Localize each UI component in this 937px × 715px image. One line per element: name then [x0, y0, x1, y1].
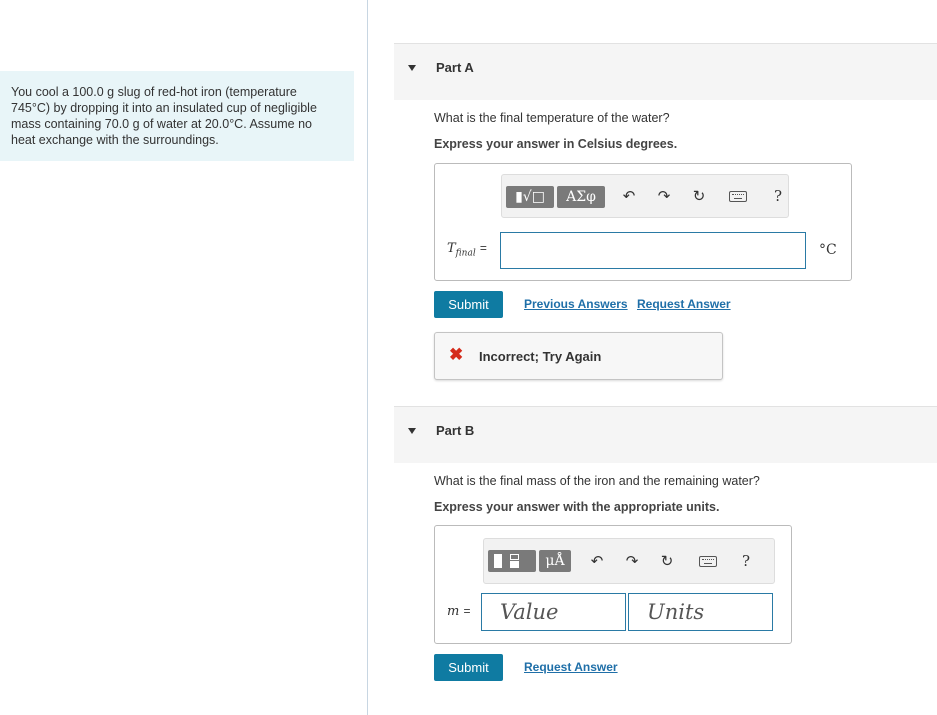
- incorrect-icon: ✖: [449, 345, 464, 364]
- t-final-input[interactable]: [500, 232, 806, 269]
- problem-line: mass containing 70.0 g of water at 20.0°C. Assume no: [11, 117, 313, 131]
- fraction-template-button[interactable]: [488, 550, 536, 572]
- reset-icon[interactable]: ↻: [660, 553, 674, 570]
- part-a-request-answer-link[interactable]: Request Answer: [637, 297, 731, 311]
- t-final-label: [447, 241, 487, 259]
- variable-name: m: [447, 604, 460, 619]
- unit-label: °C: [819, 242, 837, 258]
- template-box-icon: [510, 561, 519, 568]
- greek-symbols-button[interactable]: ΑΣφ: [557, 186, 605, 208]
- redo-icon[interactable]: ↷: [625, 553, 639, 570]
- keyboard-icon[interactable]: [729, 191, 747, 202]
- problem-line: heat exchange with the surroundings.: [11, 133, 219, 147]
- help-button[interactable]: ?: [774, 187, 783, 205]
- collapse-triangle-icon[interactable]: [408, 428, 416, 434]
- part-b-request-answer-link[interactable]: Request Answer: [524, 660, 618, 674]
- previous-answers-link[interactable]: Previous Answers: [524, 297, 628, 311]
- undo-icon[interactable]: ↶: [590, 553, 604, 570]
- part-b-header[interactable]: [394, 406, 937, 463]
- left-column: [0, 0, 368, 715]
- part-a-title: Part A: [436, 60, 474, 75]
- part-b-instruction: Express your answer with the appropriate units.: [434, 500, 720, 514]
- reset-icon[interactable]: ↻: [692, 188, 706, 205]
- value-input[interactable]: Value: [481, 593, 626, 631]
- variable-subscript: final: [455, 248, 476, 259]
- part-b-answer-box: [434, 525, 792, 644]
- keyboard-icon[interactable]: [699, 556, 717, 567]
- problem-line: You cool a 100.0 g slug of red-hot iron (temperature: [11, 85, 297, 99]
- part-b-title: Part B: [436, 423, 475, 438]
- part-a-answer-box: [434, 163, 852, 281]
- part-a-instruction: Express your answer in Celsius degrees.: [434, 137, 678, 151]
- problem-line: 745°C) by dropping it into an insulated cup of negligible: [11, 101, 317, 115]
- problem-statement: [0, 71, 354, 161]
- template-box-icon: [510, 554, 519, 560]
- equals-sign: =: [463, 604, 471, 618]
- help-button[interactable]: ?: [742, 552, 751, 570]
- part-a-question: What is the final temperature of the water?: [434, 111, 670, 125]
- part-b-toolbar: [483, 538, 775, 584]
- collapse-triangle-icon[interactable]: [408, 65, 416, 71]
- units-input[interactable]: Units: [628, 593, 773, 631]
- feedback-panel: [434, 332, 723, 380]
- redo-icon[interactable]: ↷: [657, 188, 671, 205]
- units-button[interactable]: μÅ: [539, 550, 571, 572]
- part-b-submit-button[interactable]: Submit: [434, 654, 503, 681]
- feedback-message: Incorrect; Try Again: [479, 349, 602, 364]
- template-button[interactable]: ▮√□: [506, 186, 554, 208]
- part-a-toolbar: [501, 174, 789, 218]
- part-b-question: What is the final mass of the iron and the remaining water?: [434, 474, 760, 488]
- variable-name: T: [447, 241, 456, 256]
- mass-label: [447, 604, 470, 619]
- equals-sign: =: [479, 241, 487, 255]
- undo-icon[interactable]: ↶: [622, 188, 636, 205]
- template-box-icon: [494, 554, 502, 568]
- part-a-submit-button[interactable]: Submit: [434, 291, 503, 318]
- part-a-header[interactable]: [394, 43, 937, 100]
